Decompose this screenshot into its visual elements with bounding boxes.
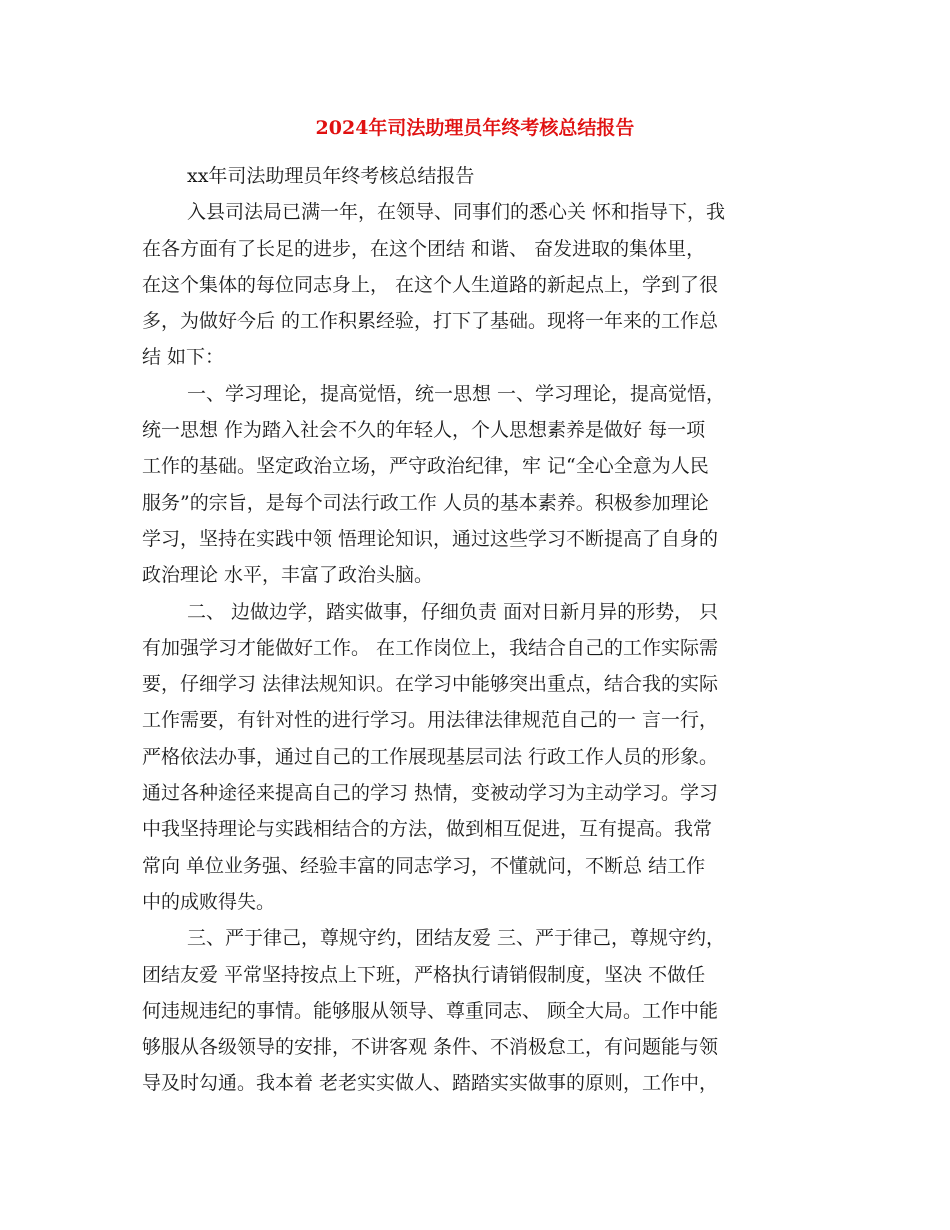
paragraph-line: 结 如下： <box>142 346 225 369</box>
paragraph-line: 何违规违纪的事情。能够服从领导、尊重同志、 顾全大局。工作中能 <box>142 999 719 1022</box>
paragraph-line: 服务”的宗旨，是每个司法行政工作 人员的基本素养。积极参加理论 <box>142 491 709 514</box>
document-title: 2024年司法助理员年终考核总结报告 <box>315 117 635 139</box>
subtitle-line: xx年司法助理员年终考核总结报告 <box>187 165 475 187</box>
paragraph-line: 工作需要，有针对性的进行学习。用法律法律规范自己的一 言一行， <box>142 709 719 732</box>
paragraph-line: 三、严于律己，尊规守约，团结友爱 三、严于律己，尊规守约， <box>187 927 726 950</box>
paragraph-line: 政治理论 水平，丰富了政治头脑。 <box>142 564 434 587</box>
paragraph-line: 严格依法办事，通过自己的工作展现基层司法 行政工作人员的形象。 <box>142 745 719 768</box>
paragraph-line: 通过各种途径来提高自己的学习 热情，变被动学习为主动学习。学习 <box>142 782 719 805</box>
paragraph-line: 团结友爱 平常坚持按点上下班，严格执行请销假制度，坚决 不做任 <box>142 963 706 986</box>
paragraph-line: 一、学习理论，提高觉悟，统一思想 一、学习理论，提高觉悟， <box>187 382 726 405</box>
document-body <box>142 158 806 1102</box>
paragraph-line: 二、 边做边学，踏实做事，仔细负责 面对日新月异的形势， 只 <box>187 600 719 623</box>
paragraph-line: 中我坚持理论与实践相结合的方法，做到相互促进，互有提高。我常 <box>142 818 713 841</box>
paragraph-line: 导及时勾通。我本着 老老实实做人、踏踏实实做事的原则，工作中， <box>142 1072 719 1095</box>
paragraph-line: 工作的基础。坚定政治立场，严守政治纪律，牢 记“全心全意为人民 <box>142 455 709 478</box>
paragraph-line: 多，为做好今后 的工作积累经验，打下了基础。现将一年来的工作总 <box>142 310 719 333</box>
paragraph-line: 常向 单位业务强、经验丰富的同志学习，不懂就问，不断总 结工作 <box>142 854 706 877</box>
paragraph-line: 在这个集体的每位同志身上， 在这个人生道路的新起点上，学到了很 <box>142 273 719 296</box>
paragraph-line: 入县司法局已满一年，在领导、同事们的悉心关 怀和指导下，我 <box>187 201 726 224</box>
paragraph-line: 学习，坚持在实践中领 悟理论知识，通过这些学习不断提高了自身的 <box>142 527 719 550</box>
paragraph-line: 在各方面有了长足的进步，在这个团结 和谐、 奋发进取的集体里， <box>142 237 706 260</box>
paragraph-line: 有加强学习才能做好工作。 在工作岗位上，我结合自己的工作实际需 <box>142 636 719 659</box>
paragraph-line: 中的成败得失。 <box>142 890 276 913</box>
paragraph-line: 要，仔细学习 法律法规知识。在学习中能够突出重点，结合我的实际 <box>142 673 719 696</box>
paragraph-line: 统一思想 作为踏入社会不久的年轻人，个人思想素养是做好 每一项 <box>142 419 706 442</box>
paragraph-line: 够服从各级领导的安排，不讲客观 条件、不消极怠工，有问题能与领 <box>142 1036 719 1059</box>
